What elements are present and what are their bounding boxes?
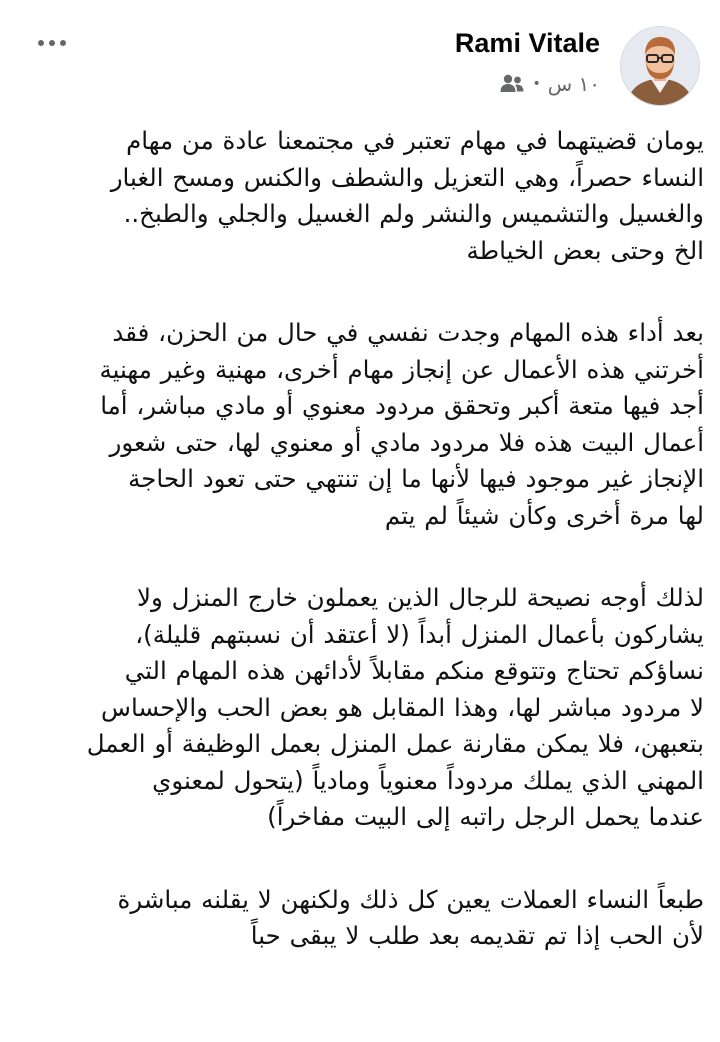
text-line: طبعاً النساء العملات يعين كل ذلك ولكنهن لا يقلنه مباشرة [117,884,704,914]
post-meta [499,72,600,96]
friends-icon[interactable] [499,73,525,95]
text-line: لأن الحب إذا تم تقديمه بعد طلب لا يبقى حباً [250,921,704,950]
text-line: والغسيل والتشميس والنشر ولم الغسيل والجلي والطبخ.. [123,199,704,228]
text-line: لا مردود مباشر لها، وهذا المقابل هو بعض الحب والإحساس [101,692,704,722]
text-line: يومان قضيتهما في مهام تعتبر في مجتمعنا عادة من مهام [126,126,704,155]
author-name[interactable]: Rami Vitale [454,28,600,58]
text-line: أعمال البيت هذه فلا مردود مادي أو معنوي لها، حتى شعور [109,427,704,457]
text-line: أخرتني هذه الأعمال عن إنجاز مهام أخرى، مهنية وغير مهنية [99,354,704,384]
text-line: لذلك أوجه نصيحة للرجال الذين يعملون خارج المنزل ولا [137,583,704,612]
post-content [0,115,720,955]
post-paragraph-4 [20,882,704,955]
more-horizontal-icon [38,40,44,46]
post-paragraph-1 [20,123,704,269]
post-header [0,0,720,115]
text-line: النساء حصراً، وهي التعزيل والشطف والكنس ومسح الغبار [110,162,704,192]
post-paragraph-3 [20,580,704,836]
meta-separator: • [532,76,541,92]
avatar-image [621,27,699,105]
avatar[interactable] [620,26,700,106]
post-paragraph-2 [20,315,704,534]
text-line: نساؤكم تحتاج وتتوقع منكم مقابلاً لأدائهن هذه المهام التي [124,656,704,685]
text-line: بعد أداء هذه المهام وجدت نفسي في حال من الحزن، فقد [112,318,704,347]
text-line: المهني الذي يملك مردوداً معنوياً ومادياً (يتحول لمعنوي [152,765,704,795]
text-line: عندما يحمل الرجل راتبه إلى البيت مفاخراً) [267,802,704,831]
text-line: أجد فيها متعة أكبر وتحقق مردود معنوي أو مادي مباشر، أما [100,391,704,420]
more-dot [60,40,66,46]
text-line: لها مرة أخرى وكأن شيئاً لم يتم [384,500,704,530]
more-dot [49,40,55,46]
text-line: يشاركون بأعمال المنزل أبداً (لا أعتقد أن نسبتهم قليلة)، [135,619,704,649]
text-line: بتعبهن، فلا يمكن مقارنة عمل المنزل بعمل الوظيفة أو العمل [86,729,704,758]
post-time[interactable]: ١٠ س [547,72,600,96]
text-line: الإنجاز غير موجود فيها لأنها ما إن تنتهي حتى تعود الحاجة [128,464,704,493]
more-options-button[interactable] [34,32,70,54]
text-line: الخ وحتى بعض الخياطة [466,235,704,265]
